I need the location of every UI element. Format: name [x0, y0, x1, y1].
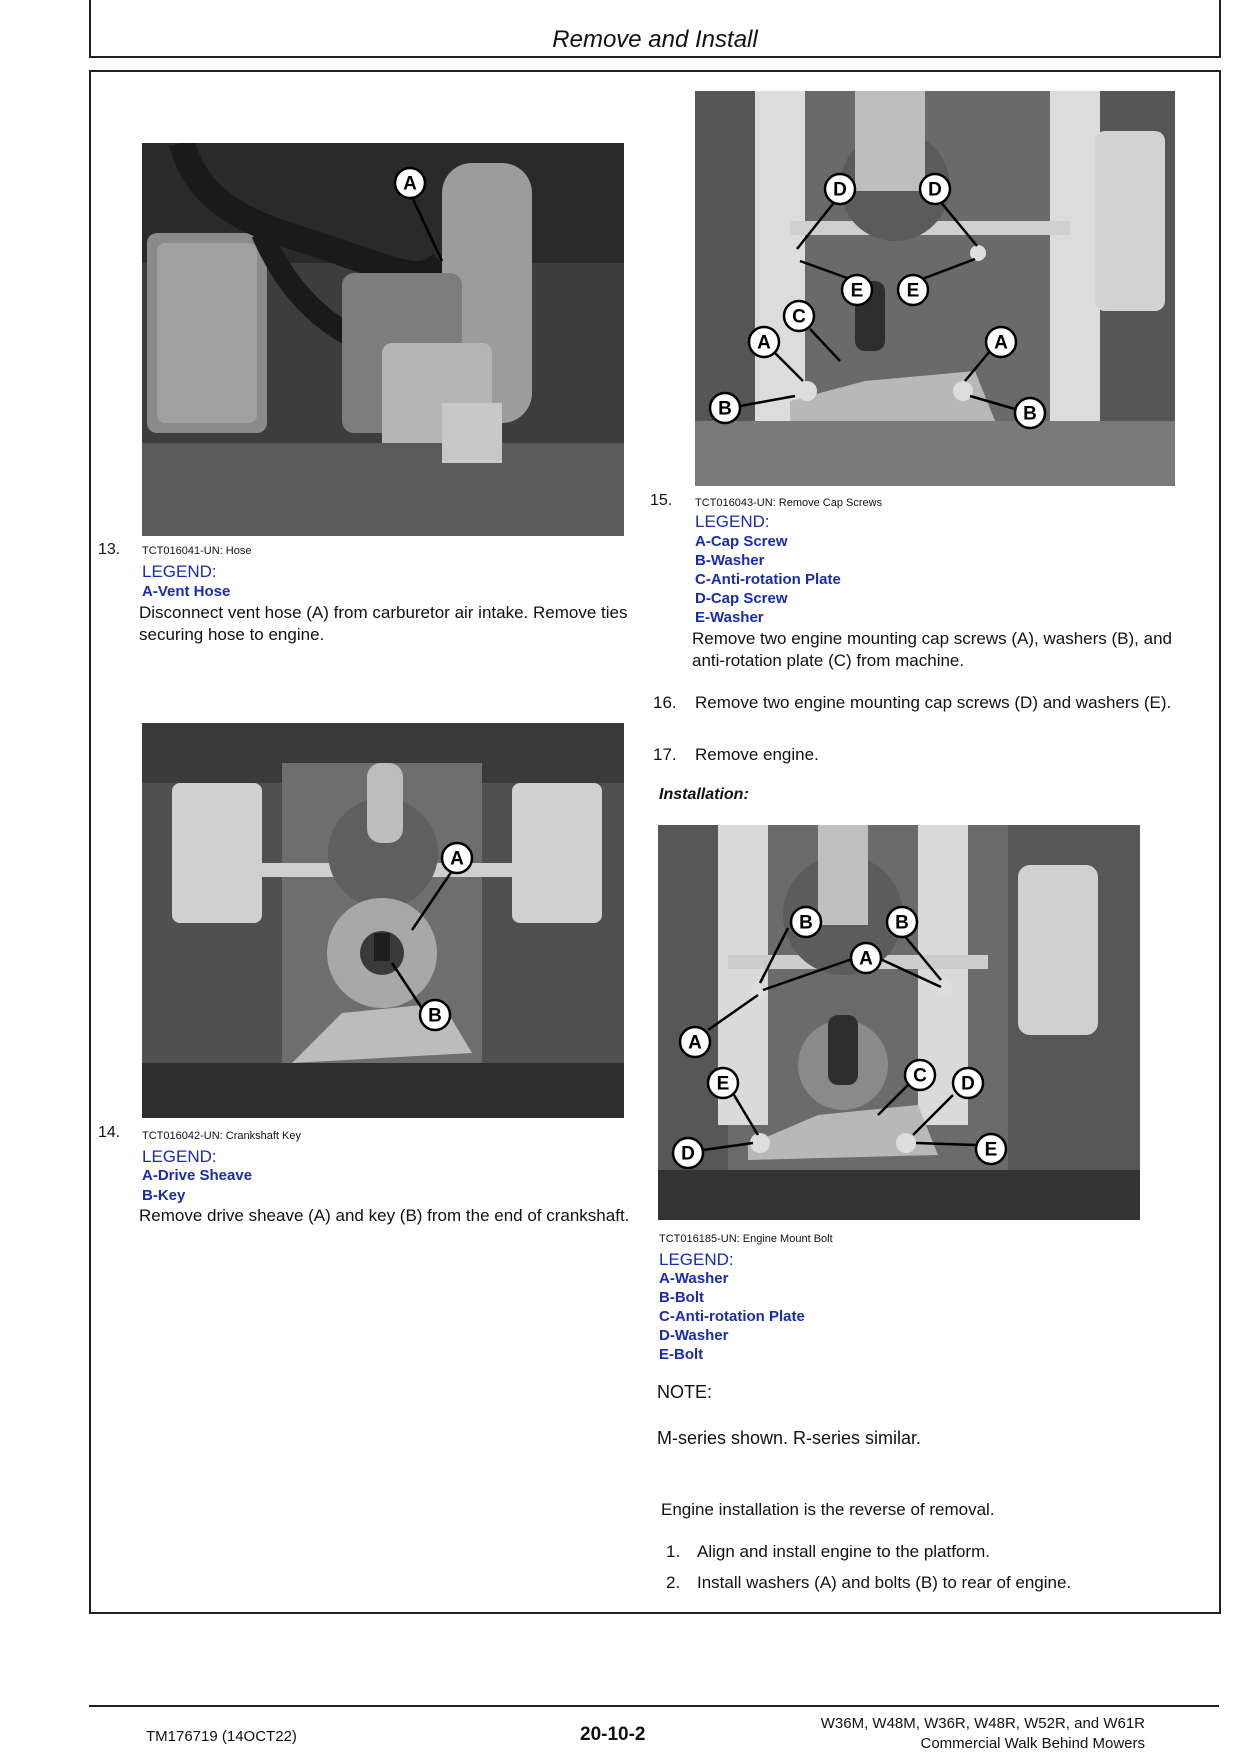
installation-legend-title: LEGEND: [659, 1250, 734, 1269]
install-step-2-text: Install washers (A) and bolts (B) to rear of engine. [697, 1573, 1072, 1592]
svg-text:B: B [1023, 403, 1037, 425]
svg-text:D: D [833, 179, 847, 201]
installation-legend-b: B-Bolt [659, 1289, 704, 1306]
step-13-text: Disconnect vent hose (A) from carburetor air intake. Remove ties securing hose to engine. [139, 603, 628, 644]
installation-legend-c: C-Anti-rotation Plate [659, 1308, 805, 1325]
step-14-legend-title: LEGEND: [142, 1147, 217, 1166]
step-13-legend-a: A-Vent Hose [142, 583, 231, 600]
step-16-text: Remove two engine mounting cap screws (D) and washers (E). [695, 693, 1172, 712]
step-15-text: Remove two engine mounting cap screws (A), washers (B), and anti-rotation plate (C) from machine. [692, 629, 1172, 670]
svg-text:B: B [718, 398, 732, 420]
step-17-text: Remove engine. [695, 745, 819, 764]
installation-legend-e: E-Bolt [659, 1346, 704, 1363]
step-15-legend-c: C-Anti-rotation Plate [695, 571, 841, 588]
svg-text:E: E [850, 280, 864, 302]
step-13-caption: TCT016041-UN: Hose [142, 545, 252, 557]
photo-engine-mount-bolt [658, 825, 1140, 1220]
footer-product: Commercial Walk Behind Mowers [920, 1735, 1145, 1752]
step-15-legend-b: B-Washer [695, 552, 765, 569]
svg-text:A: A [859, 948, 873, 970]
footer-page-number: 20-10-2 [580, 1724, 646, 1745]
photo-hose [142, 143, 624, 536]
svg-text:B: B [895, 912, 909, 934]
step-14-text: Remove drive sheave (A) and key (B) from the end of crankshaft. [139, 1206, 630, 1225]
svg-text:E: E [716, 1073, 730, 1095]
svg-text:D: D [928, 179, 942, 201]
section-title: Remove and Install [552, 26, 758, 53]
step-15-legend-a: A-Cap Screw [695, 533, 788, 550]
svg-text:D: D [681, 1143, 695, 1165]
svg-text:E: E [906, 280, 920, 302]
svg-text:A: A [757, 332, 771, 354]
header-frame [89, 0, 1221, 58]
step-13-number: 13. [98, 541, 121, 558]
svg-text:C: C [792, 306, 806, 328]
step-15-legend-title: LEGEND: [695, 512, 770, 531]
note-label: NOTE: [657, 1382, 713, 1402]
step-15-legend-e: E-Washer [695, 609, 764, 626]
svg-text:B: B [428, 1005, 442, 1027]
install-step-1-number: 1. [666, 1542, 681, 1561]
step-17-number: 17. [653, 745, 677, 764]
svg-text:B: B [799, 912, 813, 934]
install-step-2-number: 2. [666, 1573, 681, 1592]
svg-text:D: D [961, 1073, 975, 1095]
svg-text:E: E [984, 1139, 998, 1161]
svg-text:A: A [403, 173, 417, 195]
installation-heading: Installation: [659, 786, 749, 803]
installation-legend-d: D-Washer [659, 1327, 729, 1344]
installation-intro: Engine installation is the reverse of removal. [661, 1500, 995, 1519]
step-15-legend-d: D-Cap Screw [695, 590, 788, 607]
step-15-caption: TCT016043-UN: Remove Cap Screws [695, 497, 883, 509]
svg-text:A: A [450, 848, 464, 870]
step-14-legend-b: B-Key [142, 1187, 186, 1204]
photo-remove-cap-screws [695, 91, 1175, 486]
step-14-legend-a: A-Drive Sheave [142, 1167, 253, 1184]
footer-models: W36M, W48M, W36R, W48R, W52R, and W61R [820, 1715, 1145, 1732]
svg-text:A: A [994, 332, 1008, 354]
step-16-number: 16. [653, 693, 677, 712]
installation-legend-a: A-Washer [659, 1270, 729, 1287]
footer-doc-id: TM176719 (14OCT22) [146, 1728, 297, 1745]
step-15-number: 15. [650, 492, 673, 509]
step-13-legend-title: LEGEND: [142, 562, 217, 581]
installation-caption: TCT016185-UN: Engine Mount Bolt [659, 1233, 833, 1245]
step-14-number: 14. [98, 1124, 121, 1141]
svg-text:A: A [688, 1032, 702, 1054]
step-14-caption: TCT016042-UN: Crankshaft Key [142, 1130, 301, 1142]
svg-text:C: C [913, 1065, 927, 1087]
install-step-1-text: Align and install engine to the platform. [697, 1542, 990, 1561]
photo-crankshaft-key [142, 723, 624, 1118]
note-text: M-series shown. R-series similar. [657, 1428, 922, 1448]
footer-rule [89, 1705, 1219, 1707]
